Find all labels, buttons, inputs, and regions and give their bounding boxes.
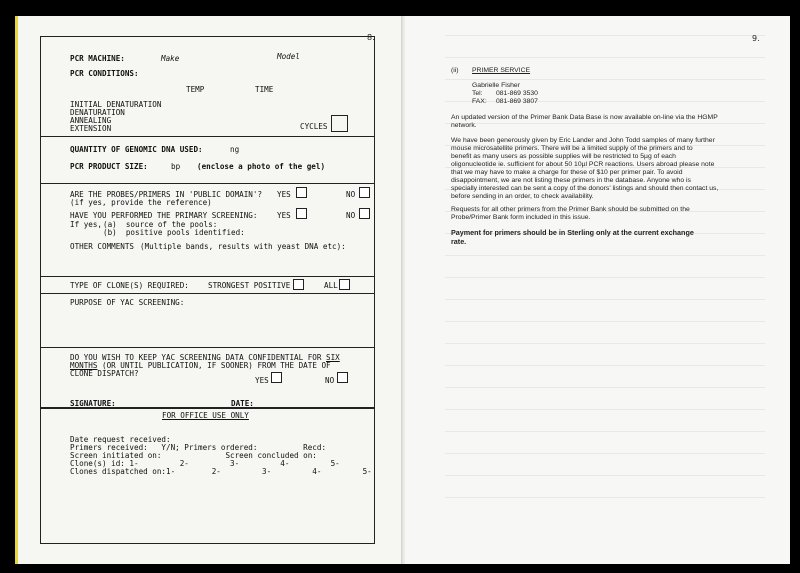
confidential-question-line3: CLONE DISPATCH? [70,369,139,378]
public-no-label: NO [346,190,356,199]
date-label: DATE: [231,399,254,408]
section-number: (ii) [451,67,459,74]
contact-fax: 081-869 3807 [496,98,538,105]
show-through-texture [445,35,765,505]
purpose-section [41,294,374,348]
screening-no-checkbox[interactable] [359,208,370,219]
clone-type-section [41,277,374,294]
confidential-question-line1: DO YOU WISH TO KEEP YAC SCREENING DATA CONFIDENTIAL FOR SIX [70,353,340,362]
office-use-heading: FOR OFFICE USE ONLY [162,411,249,420]
public-yes-checkbox[interactable] [296,187,307,198]
screening-yes-checkbox[interactable] [296,208,307,219]
pcr-section [41,37,374,137]
other-comments-label: OTHER COMMENTS [70,242,135,251]
public-no-checkbox[interactable] [359,187,370,198]
office-line: Clones dispatched on:1- 2- 3- 4- 5- [70,467,372,476]
pcr-conditions-label: PCR CONDITIONS: [70,69,139,78]
screening-yes-label: YES [277,211,291,220]
confidential-no-label: NO [325,376,335,385]
pools-source-label: (a) source of the pools: [103,220,218,229]
pcr-step: INITIAL DENATURATION [70,100,162,109]
contact-tel: 081-869 3530 [496,90,538,97]
genomic-dna-unit: ng [230,145,240,154]
gel-photo-note: (enclose a photo of the gel) [197,162,326,171]
all-label: ALL [324,281,338,290]
contact-fax-label: FAX: [472,98,487,105]
cycles-box[interactable] [331,115,348,132]
page-number-right: 9. [752,34,760,43]
genomic-dna-label: QUANTITY OF GENOMIC DNA USED: [70,145,203,154]
public-yes-label: YES [277,190,291,199]
screening-question: HAVE YOU PERFORMED THE PRIMARY SCREENING: [70,211,258,220]
paragraph-1: An updated version of the Primer Bank Data Base is now available on-line via the HGMP network. [451,114,718,129]
signature-label: SIGNATURE: [70,399,116,408]
product-size-unit: bp [171,162,181,171]
pcr-machine-label: PCR MACHINE: [70,54,125,63]
payment-note: Payment for primers should be in Sterling only at the current exchange rate. [451,228,694,246]
positive-pools-label: (b) positive pools identified: [103,228,245,237]
public-domain-question: ARE THE PROBES/PRIMERS IN 'PUBLIC DOMAIN'? [70,190,263,199]
cycles-label: CYCLES [300,122,328,131]
request-form [40,36,375,544]
temp-label: TEMP [186,85,205,94]
paragraph-2: We have been generously given by Eric Lander and John Todd samples of many further mouse microsatellite primers. There will be a limited supply of the primers and to benefit as many users as possible supplies will be restricted to 5µg of each oligonucleotide ie. sufficient for about 50 10µl PCR reactions. Users abroad please note that we may have to make a charge for these of $10 per primer pair. To avoid disappointment, we are not listing these primers in the database. Anyone who is specially interested can be sent a copy of the donors' listings and should then contact us, before sending in an order, to check availability. [451,137,719,200]
pcr-step: DENATURATION [70,108,125,117]
office-use-section [41,408,374,543]
public-domain-note: (if yes, provide the reference) [70,198,212,207]
make-label: Make [161,54,180,63]
strongest-positive-label: STRONGEST POSITIVE [208,281,291,290]
confidential-yes-checkbox[interactable] [271,372,282,383]
contact-tel-label: Tel: [472,90,483,97]
office-line: Clone(s) id: 1- 2- 3- 4- 5- [70,459,340,468]
all-checkbox[interactable] [339,279,350,290]
time-label: TIME [255,85,274,94]
office-line: Date request received: [70,435,171,444]
confidential-question-line2: MONTHS (OR UNTIL PUBLICATION, IF SOONER) FROM THE DATE OF [70,361,331,370]
screening-no-label: NO [346,211,356,220]
model-label: Model [277,52,300,61]
confidential-no-checkbox[interactable] [337,372,348,383]
section-title: PRIMER SERVICE [472,67,531,74]
if-yes-label: If yes, [70,220,103,229]
other-comments-note: (Multiple bands, results with yeast DNA etc): [140,242,346,251]
page-number-left: 8. [367,33,375,42]
quantity-section [41,137,374,184]
purpose-label: PURPOSE OF YAC SCREENING: [70,298,185,307]
confidential-yes-label: YES [255,376,269,385]
product-size-label: PCR PRODUCT SIZE: [70,162,148,171]
pcr-step: EXTENSION [70,124,112,133]
contact-name: Gabrielle Fisher [472,82,520,89]
pcr-step: ANNEALING [70,116,112,125]
strongest-positive-checkbox[interactable] [293,279,304,290]
paragraph-3: Requests for all other primers from the Primer Bank should be submitted on the Probe/Primer Bank form included in this issue. [451,206,690,221]
office-line: Primers received: Y/N; Primers ordered: Recd: [70,443,327,452]
probes-section [41,184,374,277]
office-line: Screen initiated on: Screen concluded on: [70,451,317,460]
clone-type-label: TYPE OF CLONE(S) REQUIRED: [70,281,189,290]
